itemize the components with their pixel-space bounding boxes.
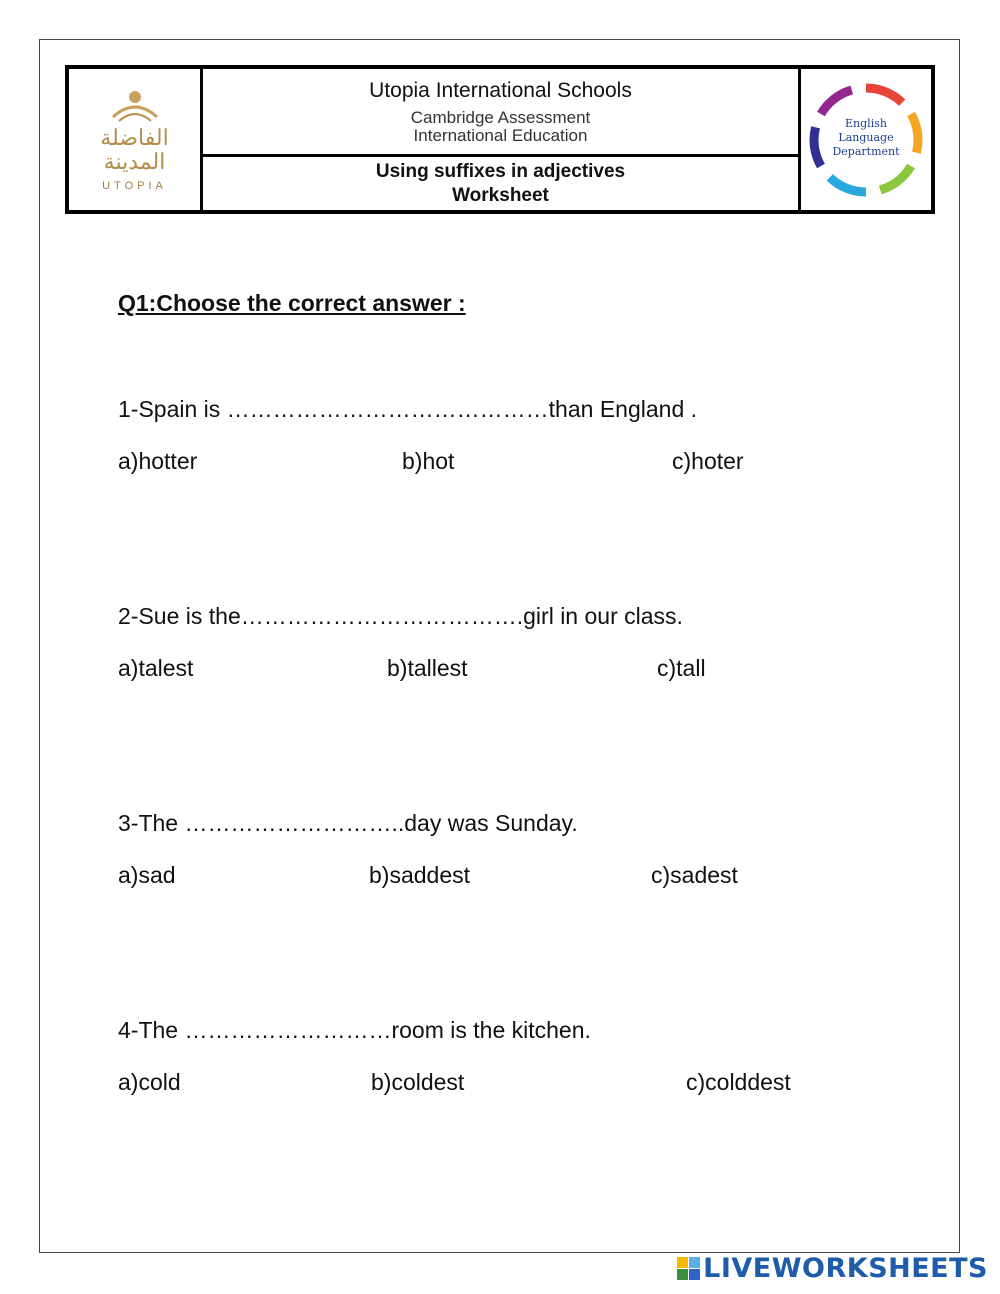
worksheet-header bbox=[65, 65, 935, 214]
question-1-option-a[interactable]: a)hotter bbox=[118, 448, 198, 474]
department-logo bbox=[801, 69, 931, 210]
school-logo-arabic: الفاضلة المدينة bbox=[100, 126, 169, 175]
question-3-option-c[interactable]: c)sadest bbox=[651, 862, 738, 888]
liveworksheets-logo-icon bbox=[677, 1257, 700, 1280]
department-logo-line1: English bbox=[845, 116, 887, 130]
header-center bbox=[203, 69, 801, 210]
liveworksheets-brand bbox=[677, 1253, 988, 1284]
question-2-sentence: 2-Sue is the……………………………….girl in our class. bbox=[118, 603, 683, 629]
question-2-option-a[interactable]: a)talest bbox=[118, 655, 194, 681]
cambridge-line-2: International Education bbox=[413, 125, 588, 145]
school-name: Utopia International Schools bbox=[369, 79, 632, 102]
question-2-option-b[interactable]: b)tallest bbox=[387, 655, 468, 681]
question-3-option-b[interactable]: b)saddest bbox=[369, 862, 471, 888]
question-1-sentence: 1-Spain is ……………………………………than England . bbox=[118, 396, 698, 422]
question-4-sentence: 4-The ………………………room is the kitchen. bbox=[118, 1017, 591, 1043]
question-3-sentence: 3-The ………………………..day was Sunday. bbox=[118, 810, 578, 836]
question-heading: Q1:Choose the correct answer : bbox=[118, 290, 466, 316]
department-logo-line3: Department bbox=[832, 144, 900, 158]
header-title-block bbox=[203, 157, 798, 210]
question-4-option-a[interactable]: a)cold bbox=[118, 1069, 181, 1095]
question-2-option-c[interactable]: c)tall bbox=[657, 655, 706, 681]
header-school-block bbox=[203, 69, 798, 157]
question-4-option-b[interactable]: b)coldest bbox=[371, 1069, 465, 1095]
question-4-option-c[interactable]: c)colddest bbox=[686, 1069, 791, 1095]
department-logo-line2: Language bbox=[838, 130, 894, 144]
question-1-option-b[interactable]: b)hot bbox=[402, 448, 455, 474]
school-logo-latin: UTOPIA bbox=[102, 179, 167, 192]
department-swirl-icon bbox=[807, 81, 925, 199]
cambridge-line-1: Cambridge Assessment bbox=[410, 108, 591, 127]
school-logo bbox=[69, 69, 203, 210]
question-3-option-a[interactable]: a)sad bbox=[118, 862, 176, 888]
worksheet-subtitle: Worksheet bbox=[452, 184, 549, 206]
liveworksheets-wordmark: LIVEWORKSHEETS bbox=[703, 1253, 988, 1284]
worksheet-title: Using suffixes in adjectives bbox=[375, 160, 626, 182]
school-emblem-icon bbox=[105, 87, 165, 127]
question-1-option-c[interactable]: c)hoter bbox=[672, 448, 744, 474]
